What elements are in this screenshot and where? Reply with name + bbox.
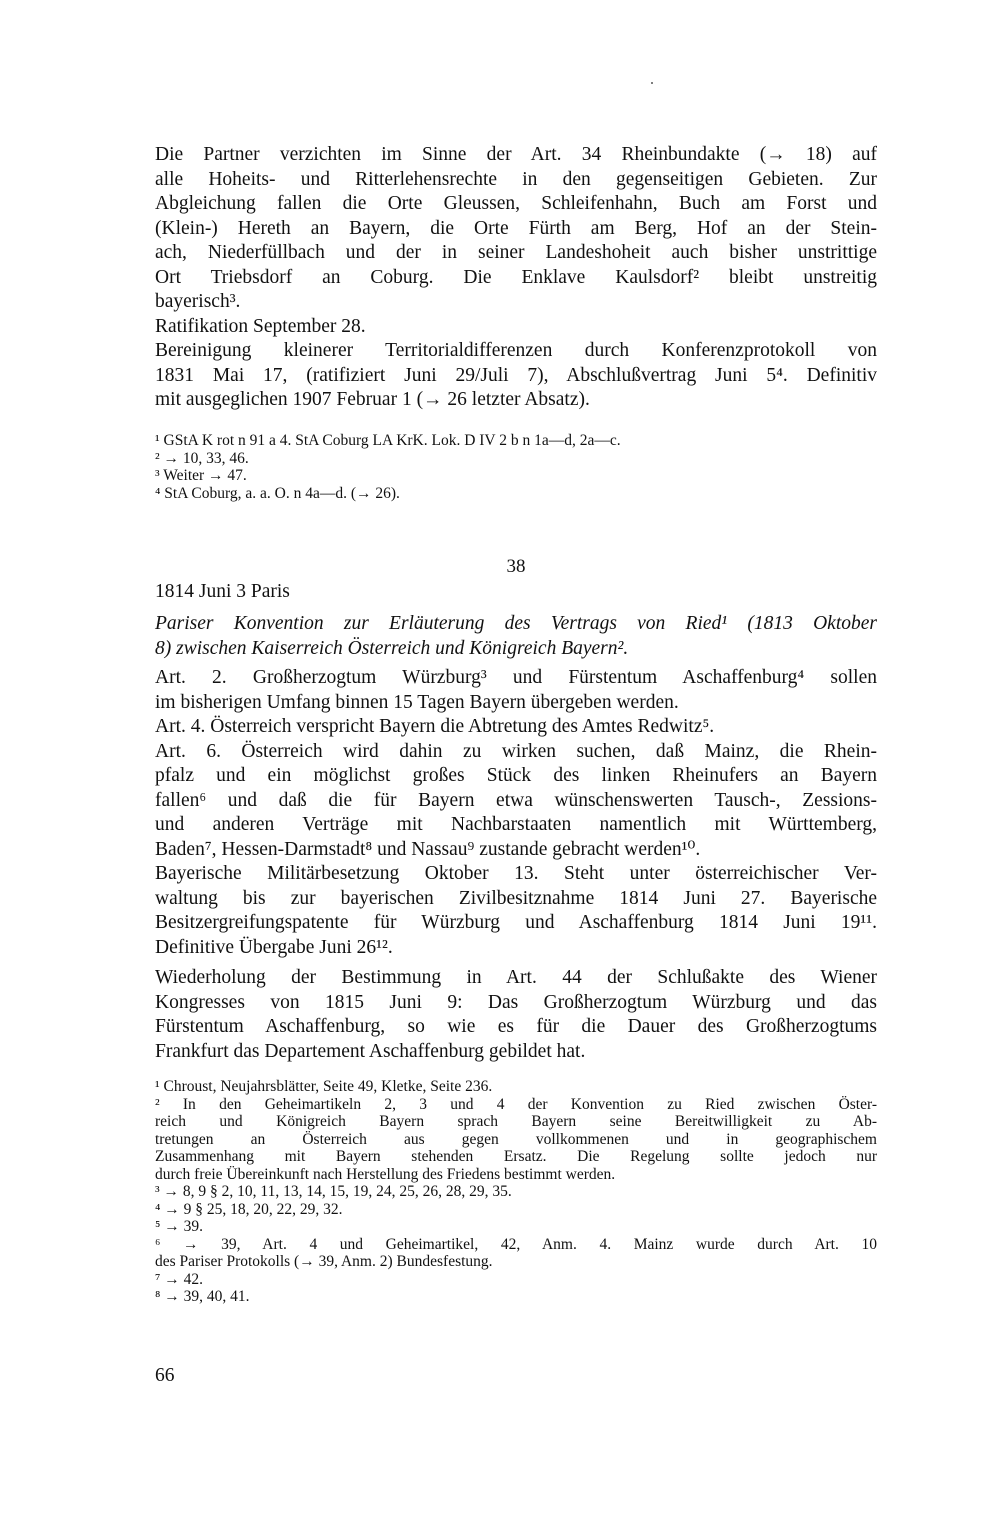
text-line: Wiederholung der Bestimmung in Art. 44 der Schlußakte des Wiener — [155, 967, 877, 988]
footnote: durch freie Übereinkunft nach Herstellung des Friedens bestimmt werden. — [155, 1165, 616, 1183]
text-line: und anderen Verträge mit Nachbarstaaten namentlich mit Württemberg, — [155, 814, 877, 835]
text-line: 1831 Mai 17, (ratifiziert Juni 29/Juli 7), Abschlußvertrag Juni 5⁴. Definitiv — [155, 364, 877, 386]
section-38-title — [155, 612, 877, 661]
text-line: ach, Niederfüllbach und der in seiner Landeshoheit auch bisher unstrittige — [155, 242, 877, 263]
footnote: Zusammenhang mit Bayern stehenden Ersatz. Die Regelung sollte jedoch nur — [155, 1148, 877, 1165]
footnote: ¹ GStA K rot n 91 a 4. StA Coburg LA KrK. Lok. D IV 2 b n 1a—d, 2a—c. — [155, 432, 621, 449]
page-footer — [155, 1364, 877, 1389]
text-line: (Klein-) Hereth an Bayern, die Orte Fürth am Berg, Hof an der Stein- — [155, 217, 877, 239]
text-line: waltung bis zur bayerischen Zivilbesitznahme 1814 Juni 27. Bayerische — [155, 887, 877, 909]
text-line: Frankfurt das Departement Aschaffenburg gebildet hat. — [155, 1040, 586, 1062]
footnote: ⁵ → 39. — [155, 1218, 204, 1235]
footnote: ⁴ → 9 § 25, 18, 20, 22, 29, 32. — [155, 1200, 343, 1218]
text-line: Die Partner verzichten im Sinne der Art. 34 Rheinbundakte (→ 18) auf — [155, 144, 877, 165]
text-line: Art. 2. Großherzogtum Würzburg³ und Fürstentum Aschaffenburg⁴ sollen — [155, 667, 877, 688]
footnote: ⁸ → 39, 40, 41. — [155, 1288, 250, 1305]
footnote: ³ Weiter → 47. — [155, 467, 247, 484]
text-line: fallen⁶ und daß die für Bayern etwa wünschenswerten Tausch-, Zessions- — [155, 789, 877, 811]
text-line: Ort Triebsdorf an Coburg. Die Enklave Kaulsdorf² bleibt unstreitig — [155, 266, 877, 288]
footnote: ² → 10, 33, 46. — [155, 449, 249, 467]
section-38-number-block — [155, 556, 877, 578]
footnote: reich und Königreich Bayern sprach Bayern seine Bereitwilligkeit zu Ab- — [155, 1113, 877, 1130]
section-38-articles — [155, 666, 877, 960]
footnote: des Pariser Protokolls (→ 39, Anm. 2) Bundesfestung. — [155, 1253, 493, 1270]
text-line: Baden⁷, Hessen-Darmstadt⁸ und Nassau⁹ zustande gebracht werden¹⁰. — [155, 838, 701, 860]
title-line: Pariser Konvention zur Erläuterung des Vertrags von Ried¹ (1813 Oktober — [155, 613, 877, 634]
text-line: Bayerische Militärbesetzung Oktober 13. Steht unter österreichischer Ver- — [155, 863, 877, 884]
footnote: ⁷ → 42. — [155, 1270, 204, 1288]
text-line: Abgleichung fallen die Orte Gleussen, Schleifenhahn, Buch am Forst und — [155, 193, 877, 214]
text-line: bayerisch³. — [155, 291, 241, 312]
section-38-footnotes — [155, 1078, 877, 1306]
text-line: pfalz und ein möglichst großes Stück des linken Rheinufers an Bayern — [155, 765, 877, 786]
page-number: 66 — [155, 1365, 175, 1386]
section-38-heading — [155, 580, 877, 605]
text-line: im bisherigen Umfang binnen 15 Tagen Bayern übergeben werden. — [155, 691, 679, 713]
ratification-line: Ratifikation September 28. — [155, 315, 366, 337]
text-line: Definitive Übergabe Juni 26¹². — [155, 936, 393, 958]
section-number: 38 — [506, 556, 526, 577]
section-37-text — [155, 143, 877, 413]
footnote: ² In den Geheimartikeln 2, 3 und 4 der Konvention zu Ried zwischen Öster- — [155, 1095, 877, 1113]
footnote: ⁴ StA Coburg, a. a. O. n 4a—d. (→ 26). — [155, 484, 400, 502]
text-line: Art. 6. Österreich wird dahin zu wirken suchen, daß Mainz, die Rhein- — [155, 740, 877, 762]
section-38-wiederholung — [155, 966, 877, 1064]
text-line: Fürstentum Aschaffenburg, so wie es für die Dauer des Großherzogtums — [155, 1016, 877, 1037]
text-line: Besitzergreifungspatente für Würzburg und Aschaffenburg 1814 Juni 19¹¹. — [155, 912, 877, 933]
title-line: 8) zwischen Kaiserreich Österreich und Königreich Bayern². — [155, 637, 629, 659]
footnote: ³ → 8, 9 § 2, 10, 11, 13, 14, 15, 19, 24, 25, 26, 28, 29, 35. — [155, 1183, 512, 1200]
footnote: ¹ Chroust, Neujahrsblätter, Seite 49, Kletke, Seite 236. — [155, 1078, 493, 1095]
text-line: alle Hoheits- und Ritterlehensrechte in den gegenseitigen Gebieten. Zur — [155, 168, 877, 190]
text-line: Bereinigung kleinerer Territorialdifferenzen durch Konferenzprotokoll von — [155, 340, 877, 361]
footnote: tretungen an Österreich aus gegen vollkommenen und in geographischem — [155, 1130, 877, 1148]
text-line: Art. 4. Österreich verspricht Bayern die Abtretung des Amtes Redwitz⁵. — [155, 716, 715, 737]
section-37-footnotes — [155, 432, 877, 502]
scan-speck — [651, 82, 653, 84]
text-line: Kongresses von 1815 Juni 9: Das Großherzogtum Würzburg und das — [155, 991, 877, 1013]
footnote: ⁶ → 39, Art. 4 und Geheimartikel, 42, Anm. 4. Mainz wurde durch Art. 10 — [155, 1235, 877, 1253]
text-line: mit ausgeglichen 1907 Februar 1 (→ 26 letzter Absatz). — [155, 389, 590, 410]
date-place: 1814 Juni 3 Paris — [155, 581, 290, 602]
